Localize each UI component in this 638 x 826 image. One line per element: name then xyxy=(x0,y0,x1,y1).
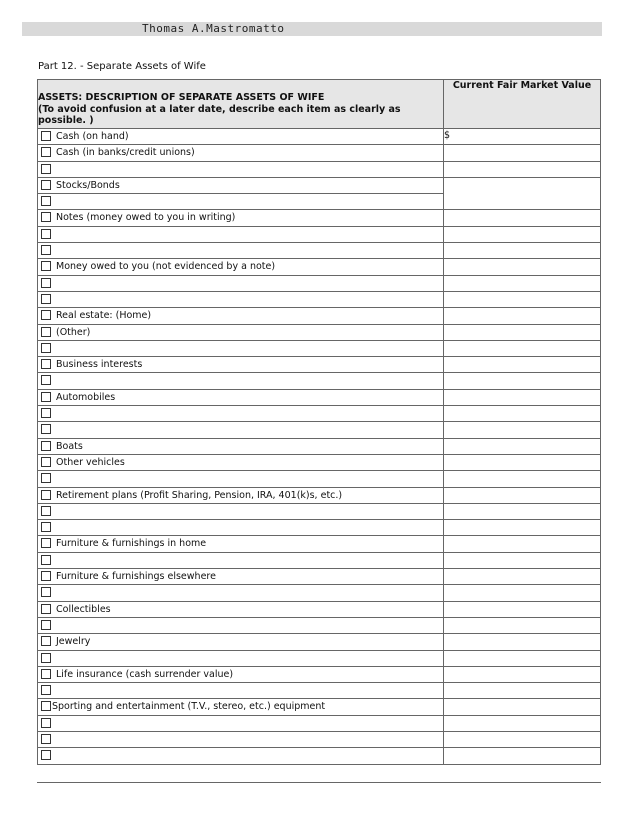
assets-table xyxy=(37,79,601,765)
asset-label: Notes (money owed to you in writing) xyxy=(56,212,236,224)
asset-description-cell[interactable] xyxy=(38,373,444,389)
asset-label: Automobiles xyxy=(56,391,116,403)
asset-checkbox[interactable] xyxy=(41,131,51,141)
asset-description-cell[interactable] xyxy=(38,438,444,454)
table-row xyxy=(38,308,601,324)
asset-description-cell[interactable] xyxy=(38,275,444,291)
asset-value-cell[interactable] xyxy=(444,715,601,731)
asset-value-cell[interactable] xyxy=(444,731,601,747)
table-row xyxy=(38,210,601,226)
asset-label: (Other) xyxy=(56,326,91,338)
table-row xyxy=(38,291,601,307)
asset-value-cell[interactable] xyxy=(444,471,601,487)
asset-checkbox[interactable] xyxy=(41,506,51,516)
asset-value-cell[interactable] xyxy=(444,634,601,650)
table-row xyxy=(38,406,601,422)
asset-value-cell[interactable] xyxy=(444,210,601,226)
asset-label: Jewelry xyxy=(56,636,91,648)
asset-value-cell[interactable] xyxy=(444,487,601,503)
asset-checkbox[interactable] xyxy=(41,685,51,695)
asset-checkbox[interactable] xyxy=(41,734,51,744)
asset-checkbox[interactable] xyxy=(41,457,51,467)
asset-label: Business interests xyxy=(56,359,143,371)
asset-description-cell[interactable] xyxy=(38,210,444,226)
table-row xyxy=(38,617,601,633)
asset-description-cell[interactable] xyxy=(38,569,444,585)
asset-value-cell[interactable] xyxy=(444,324,601,340)
asset-checkbox[interactable] xyxy=(41,555,51,565)
table-row xyxy=(38,422,601,438)
asset-value-cell[interactable] xyxy=(444,291,601,307)
table-row xyxy=(38,520,601,536)
asset-label: Sporting and entertainment (T.V., stereo, etc.) equipment xyxy=(52,701,326,713)
asset-label: Stocks/Bonds xyxy=(56,179,120,191)
asset-value-cell[interactable] xyxy=(444,357,601,373)
table-row xyxy=(38,161,601,177)
table-row xyxy=(38,438,601,454)
asset-label: Furniture & furnishings in home xyxy=(56,538,207,550)
assets-header-line1: ASSETS: DESCRIPTION OF SEPARATE ASSETS OF WIFE xyxy=(38,92,325,103)
asset-checkbox[interactable] xyxy=(41,490,51,500)
asset-value-cell[interactable] xyxy=(444,373,601,389)
asset-label: Collectibles xyxy=(56,603,111,615)
asset-value-cell[interactable] xyxy=(444,406,601,422)
asset-checkbox[interactable] xyxy=(41,359,51,369)
table-row xyxy=(38,601,601,617)
asset-description-cell[interactable] xyxy=(38,683,444,699)
asset-value-cell[interactable] xyxy=(444,438,601,454)
asset-description-cell[interactable] xyxy=(38,699,444,715)
asset-value-cell[interactable] xyxy=(444,650,601,666)
asset-description-cell[interactable] xyxy=(38,406,444,422)
asset-checkbox[interactable] xyxy=(41,604,51,614)
asset-checkbox[interactable] xyxy=(41,147,51,157)
asset-value-cell[interactable] xyxy=(444,569,601,585)
asset-checkbox[interactable] xyxy=(41,701,51,711)
asset-checkbox[interactable] xyxy=(41,718,51,728)
asset-value-cell[interactable] xyxy=(444,666,601,682)
asset-checkbox[interactable] xyxy=(41,375,51,385)
asset-checkbox[interactable] xyxy=(41,327,51,337)
asset-label: Cash (on hand) xyxy=(56,131,129,142)
table-row xyxy=(38,650,601,666)
assets-column-header xyxy=(38,80,444,129)
asset-checkbox[interactable] xyxy=(41,196,51,206)
asset-description-cell[interactable] xyxy=(38,340,444,356)
asset-label: Furniture & furnishings elsewhere xyxy=(56,571,216,583)
asset-checkbox[interactable] xyxy=(41,245,51,255)
asset-value-cell[interactable] xyxy=(444,129,601,145)
asset-value-cell[interactable] xyxy=(444,275,601,291)
table-row xyxy=(38,585,601,601)
table-row xyxy=(38,243,601,259)
asset-description-cell[interactable] xyxy=(38,552,444,568)
asset-value-cell[interactable] xyxy=(444,161,601,177)
table-row xyxy=(38,552,601,568)
asset-checkbox[interactable] xyxy=(41,261,51,271)
table-row xyxy=(38,340,601,356)
value-column-header: Current Fair Market Value xyxy=(444,80,601,129)
asset-description-cell[interactable] xyxy=(38,748,444,764)
table-row xyxy=(38,536,601,552)
asset-checkbox[interactable] xyxy=(41,212,51,222)
currency-symbol: $ xyxy=(444,130,451,141)
asset-description-cell[interactable] xyxy=(38,650,444,666)
table-row xyxy=(38,683,601,699)
asset-value-cell[interactable] xyxy=(444,259,601,275)
assets-rows xyxy=(38,129,601,765)
asset-value-cell[interactable] xyxy=(444,536,601,552)
asset-value-cell[interactable] xyxy=(444,520,601,536)
asset-value-cell[interactable] xyxy=(444,617,601,633)
asset-checkbox[interactable] xyxy=(41,750,51,760)
asset-checkbox[interactable] xyxy=(41,538,51,548)
table-row xyxy=(38,748,601,764)
asset-checkbox[interactable] xyxy=(41,571,51,581)
table-row xyxy=(38,275,601,291)
asset-label: Other vehicles xyxy=(56,456,125,468)
asset-value-cell[interactable] xyxy=(444,145,601,161)
asset-description-cell[interactable] xyxy=(38,389,444,405)
asset-label: Real estate: (Home) xyxy=(56,310,152,322)
asset-value-cell[interactable] xyxy=(444,340,601,356)
table-row xyxy=(38,177,601,193)
asset-description-cell[interactable] xyxy=(38,226,444,242)
table-row xyxy=(38,715,601,731)
asset-description-cell[interactable] xyxy=(38,243,444,259)
asset-value-cell[interactable] xyxy=(444,226,601,242)
asset-label: Retirement plans (Profit Sharing, Pension, IRA, 401(k)s, etc.) xyxy=(56,489,343,501)
table-row xyxy=(38,129,601,145)
asset-description-cell[interactable] xyxy=(38,617,444,633)
table-bottom-rule xyxy=(37,782,601,785)
table-row xyxy=(38,699,601,715)
asset-checkbox[interactable] xyxy=(41,620,51,630)
table-row xyxy=(38,389,601,405)
assets-header-line2: (To avoid confusion at a later date, describe each item as clearly as possible. ) xyxy=(38,104,401,126)
asset-value-cell[interactable] xyxy=(444,552,601,568)
asset-checkbox[interactable] xyxy=(41,653,51,663)
asset-value-cell[interactable] xyxy=(444,585,601,601)
asset-value-cell[interactable] xyxy=(444,503,601,519)
asset-checkbox[interactable] xyxy=(41,278,51,288)
asset-checkbox[interactable] xyxy=(41,310,51,320)
asset-checkbox[interactable] xyxy=(41,180,51,190)
asset-description-cell[interactable] xyxy=(38,161,444,177)
asset-checkbox[interactable] xyxy=(41,522,51,532)
table-row xyxy=(38,454,601,470)
owner-name: Thomas A.Mastromatto xyxy=(142,22,285,35)
asset-value-cell[interactable] xyxy=(444,748,601,764)
asset-description-cell[interactable] xyxy=(38,634,444,650)
asset-description-cell[interactable] xyxy=(38,601,444,617)
asset-value-cell[interactable] xyxy=(444,308,601,324)
table-row xyxy=(38,503,601,519)
table-row xyxy=(38,471,601,487)
asset-checkbox[interactable] xyxy=(41,294,51,304)
table-row xyxy=(38,259,601,275)
asset-description-cell[interactable] xyxy=(38,666,444,682)
table-row xyxy=(38,487,601,503)
asset-checkbox[interactable] xyxy=(41,229,51,239)
asset-description-cell[interactable] xyxy=(38,259,444,275)
asset-value-cell[interactable] xyxy=(444,601,601,617)
asset-checkbox[interactable] xyxy=(41,587,51,597)
asset-description-cell[interactable] xyxy=(38,487,444,503)
asset-description-cell[interactable] xyxy=(38,129,444,145)
asset-description-cell[interactable] xyxy=(38,471,444,487)
asset-checkbox[interactable] xyxy=(41,164,51,174)
asset-checkbox[interactable] xyxy=(41,392,51,402)
asset-checkbox[interactable] xyxy=(41,473,51,483)
asset-description-cell[interactable] xyxy=(38,357,444,373)
asset-description-cell[interactable] xyxy=(38,731,444,747)
asset-value-cell[interactable] xyxy=(444,422,601,438)
asset-checkbox[interactable] xyxy=(41,343,51,353)
asset-description-cell[interactable] xyxy=(38,422,444,438)
asset-label: Life insurance (cash surrender value) xyxy=(56,668,234,680)
asset-value-cell[interactable] xyxy=(444,243,601,259)
asset-checkbox[interactable] xyxy=(41,636,51,646)
asset-label: Boats xyxy=(56,440,83,452)
asset-description-cell[interactable] xyxy=(38,536,444,552)
asset-description-cell[interactable] xyxy=(38,177,444,193)
asset-checkbox[interactable] xyxy=(41,669,51,679)
asset-description-cell[interactable] xyxy=(38,308,444,324)
asset-value-cell[interactable] xyxy=(444,177,601,210)
asset-description-cell[interactable] xyxy=(38,454,444,470)
asset-checkbox[interactable] xyxy=(41,441,51,451)
asset-description-cell[interactable] xyxy=(38,715,444,731)
table-row xyxy=(38,145,601,161)
asset-description-cell[interactable] xyxy=(38,194,444,210)
asset-label: Money owed to you (not evidenced by a note) xyxy=(56,261,276,273)
asset-description-cell[interactable] xyxy=(38,585,444,601)
asset-description-cell[interactable] xyxy=(38,520,444,536)
table-row xyxy=(38,731,601,747)
table-row xyxy=(38,634,601,650)
header-bar xyxy=(22,22,602,36)
table-row xyxy=(38,357,601,373)
asset-value-cell[interactable] xyxy=(444,389,601,405)
table-row xyxy=(38,666,601,682)
asset-value-cell[interactable] xyxy=(444,454,601,470)
asset-description-cell[interactable] xyxy=(38,291,444,307)
table-row xyxy=(38,373,601,389)
table-row xyxy=(38,324,601,340)
asset-description-cell[interactable] xyxy=(38,503,444,519)
asset-value-cell[interactable] xyxy=(444,683,601,699)
asset-checkbox[interactable] xyxy=(41,408,51,418)
asset-label: Cash (in banks/credit unions) xyxy=(56,147,195,159)
table-row xyxy=(38,569,601,585)
table-row xyxy=(38,226,601,242)
asset-description-cell[interactable] xyxy=(38,324,444,340)
asset-description-cell[interactable] xyxy=(38,145,444,161)
part-title: Part 12. - Separate Assets of Wife xyxy=(38,61,206,72)
asset-value-cell[interactable] xyxy=(444,699,601,715)
asset-checkbox[interactable] xyxy=(41,424,51,434)
